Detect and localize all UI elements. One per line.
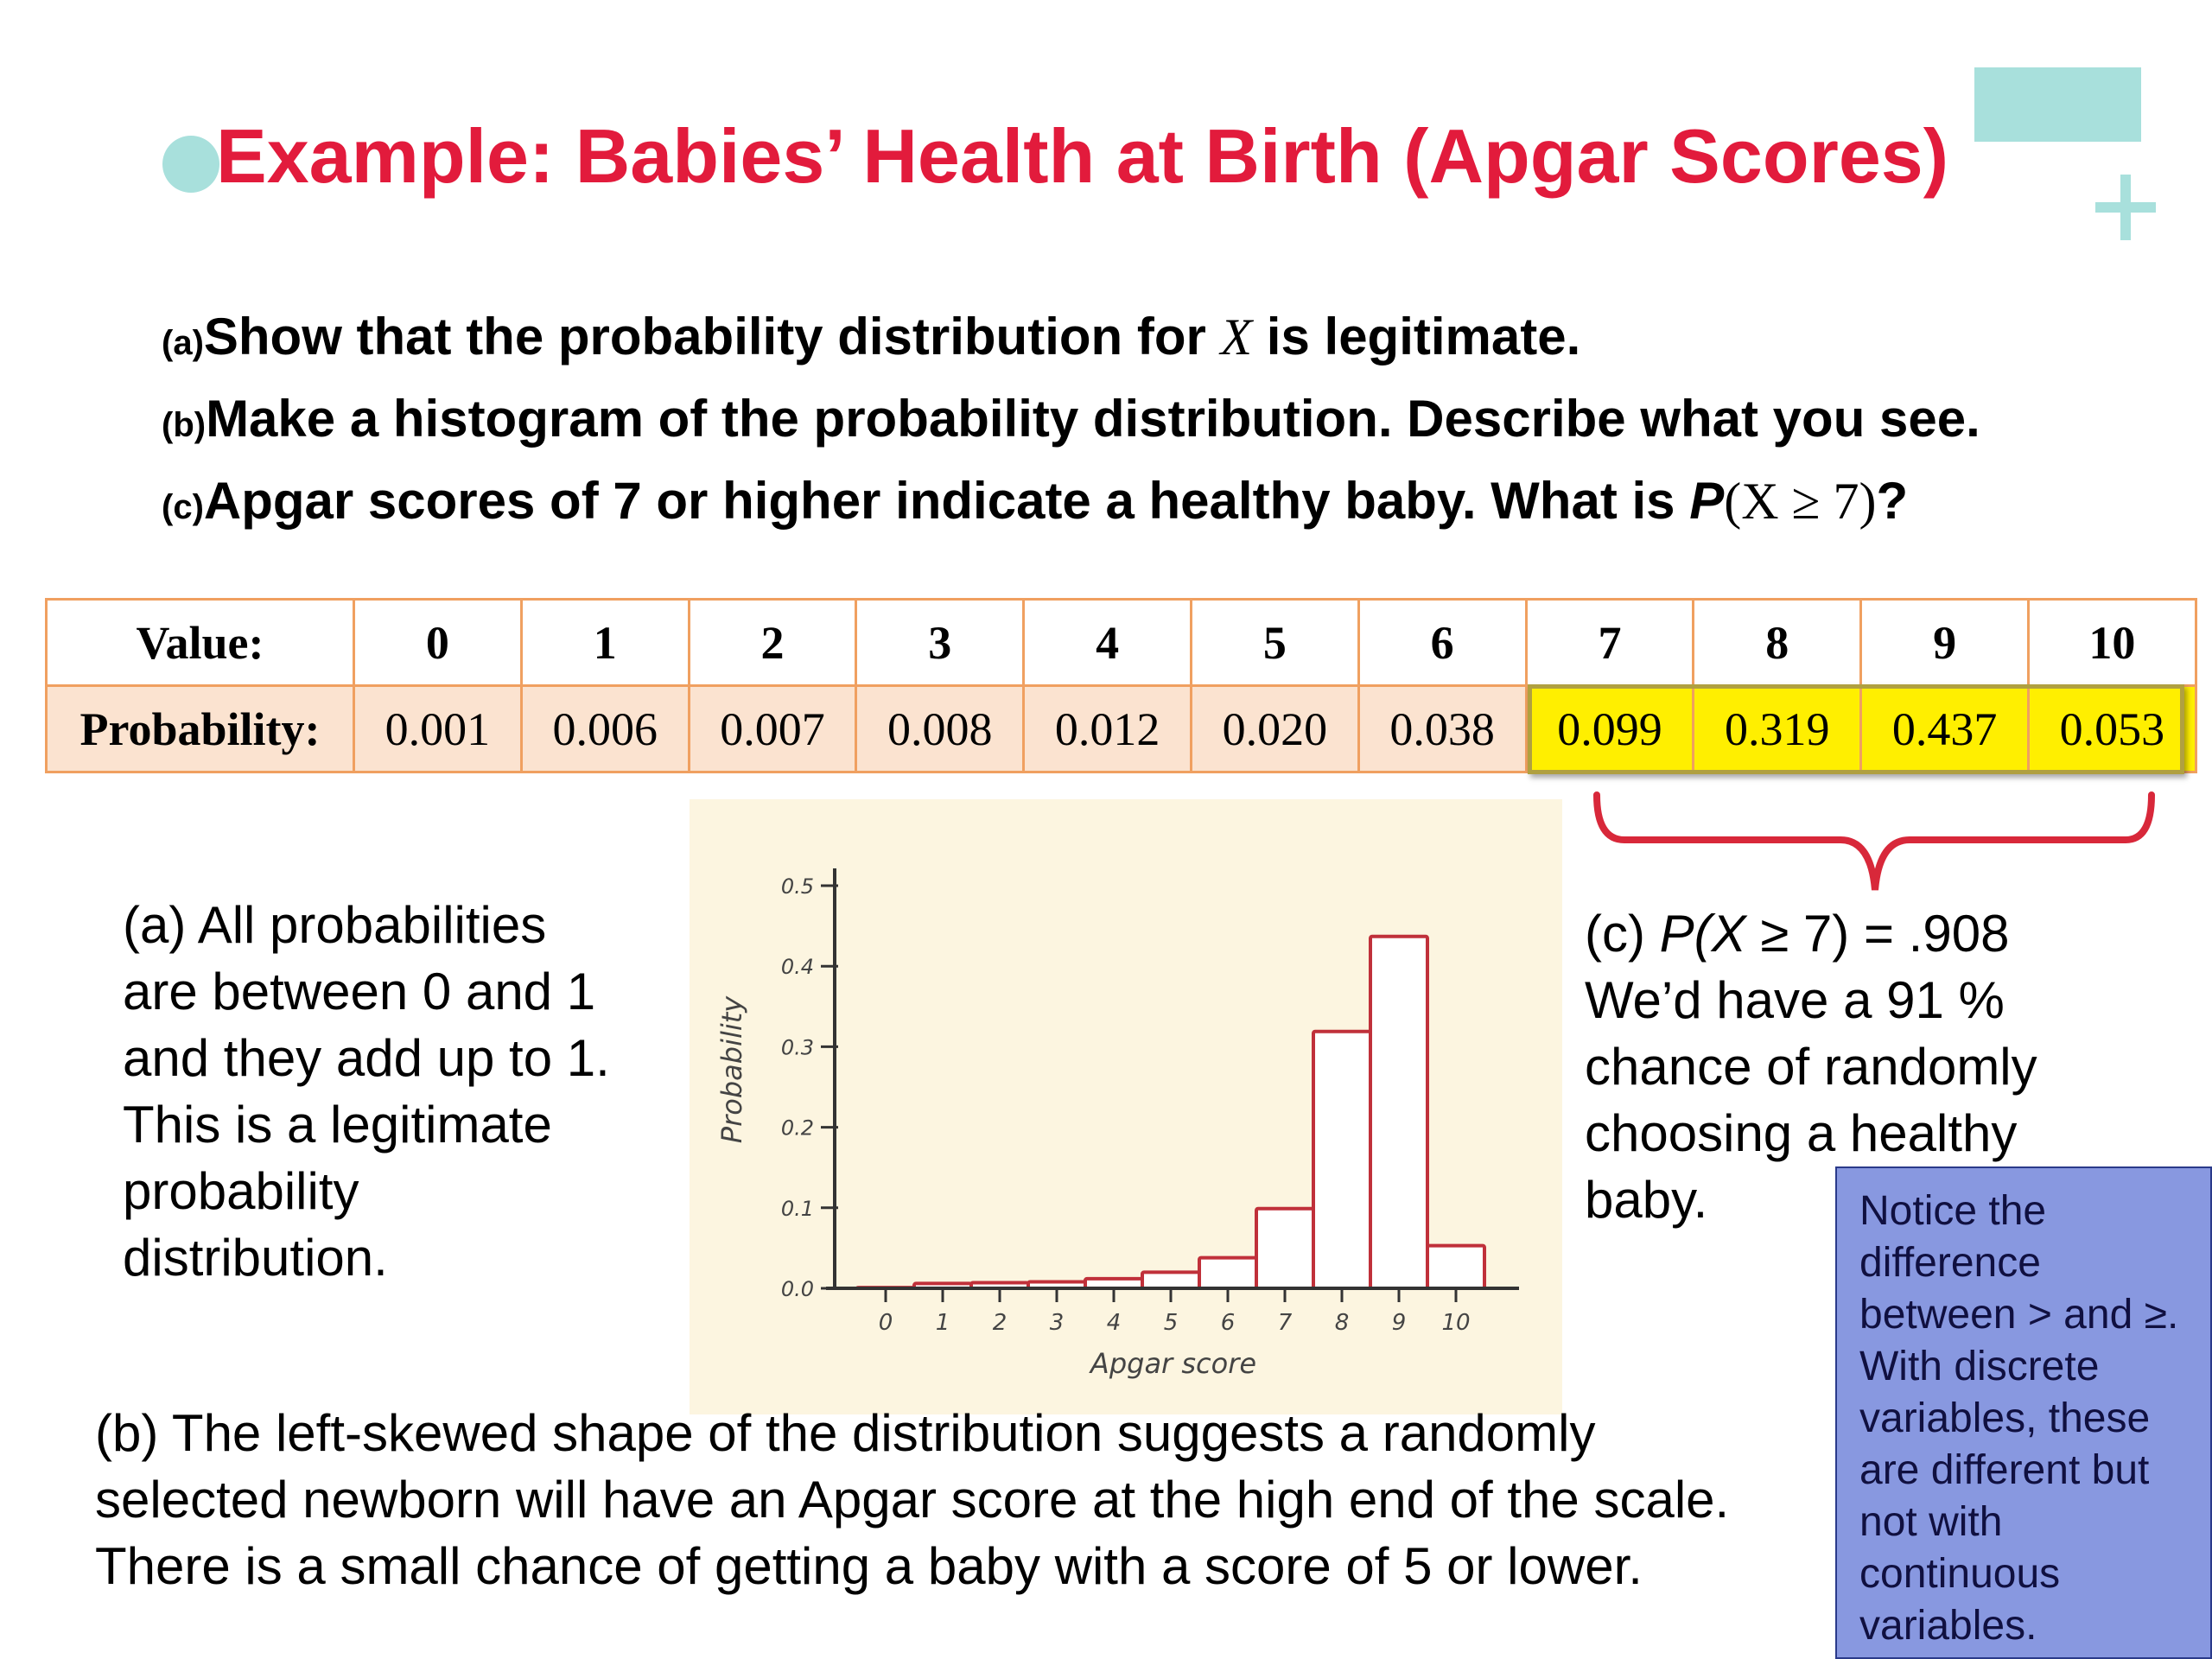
- y-tick-label: 0.0: [780, 1277, 814, 1301]
- x-tick-label: 10: [1441, 1310, 1471, 1336]
- y-tick-label: 0.1: [780, 1196, 814, 1221]
- value-cell: 3: [856, 600, 1024, 686]
- probability-cell-highlighted: 0.437: [1861, 686, 2029, 772]
- histogram-bar: [1142, 1272, 1199, 1288]
- histogram-chart: [690, 799, 1562, 1414]
- x-tick-label: 6: [1220, 1310, 1236, 1336]
- probability-cell: 0.008: [856, 686, 1024, 772]
- y-tick-label: 0.5: [780, 874, 814, 899]
- probability-cell: 0.012: [1024, 686, 1192, 772]
- probability-cell-highlighted: 0.319: [1694, 686, 1861, 772]
- probability-cell: 0.020: [1191, 686, 1358, 772]
- probability-label: Probability:: [47, 686, 354, 772]
- value-cell: 10: [2028, 600, 2196, 686]
- value-cell: 2: [689, 600, 856, 686]
- note-box: Notice the difference between > and ≥. With discrete variables, these are different but not with continuous variables.: [1835, 1166, 2212, 1659]
- x-tick-label: 7: [1277, 1310, 1293, 1336]
- value-cell: 8: [1694, 600, 1861, 686]
- probability-cell: 0.038: [1358, 686, 1526, 772]
- y-axis-label: Probability: [715, 995, 748, 1144]
- value-cell: 4: [1024, 600, 1192, 686]
- answer-a: (a) All probabilities are between 0 and 1 and they add up to 1. This is a legitimate probability distribution.: [123, 896, 610, 1287]
- x-tick-label: 9: [1391, 1310, 1407, 1336]
- histogram-bar: [1199, 1258, 1256, 1288]
- histogram-bar: [1427, 1246, 1484, 1288]
- question-b: (b)Make a histogram of the probability distribution. Describe what you see.: [162, 390, 1980, 448]
- decorative-rectangle: [1974, 67, 2141, 142]
- y-tick-label: 0.2: [780, 1116, 814, 1141]
- histogram-panel: [690, 799, 1562, 1414]
- value-cell: 7: [1526, 600, 1694, 686]
- x-tick-label: 3: [1049, 1310, 1065, 1336]
- probability-row: [47, 686, 2196, 772]
- probability-cell: 0.001: [354, 686, 522, 772]
- probability-cell: 0.006: [521, 686, 689, 772]
- value-cell: 1: [521, 600, 689, 686]
- slide-title: Example: Babies’ Health at Birth (Apgar Scores): [216, 113, 1949, 199]
- question-b-tag: (b): [162, 406, 207, 444]
- probability-cell-highlighted: 0.099: [1526, 686, 1694, 772]
- value-row: [47, 600, 2196, 686]
- x-tick-label: 0: [878, 1310, 893, 1336]
- x-tick-label: 5: [1163, 1310, 1179, 1336]
- histogram-bar: [1370, 937, 1427, 1288]
- y-tick-label: 0.3: [780, 1035, 814, 1060]
- x-tick-label: 2: [992, 1310, 1007, 1336]
- x-tick-label: 1: [935, 1310, 950, 1336]
- value-label: Value:: [47, 600, 354, 686]
- x-axis-label: Apgar score: [1090, 1347, 1257, 1380]
- probability-cell: 0.007: [689, 686, 856, 772]
- curly-bracket-icon: [1590, 788, 2160, 896]
- probability-table: [45, 598, 2197, 773]
- answer-c: (c) P(X ≥ 7) = .908 We’d have a 91 % chance of randomly choosing a healthy baby.: [1585, 905, 2037, 1229]
- answer-b: (b) The left-skewed shape of the distribution suggests a randomly selected newborn will have an Apgar score at the high end of the scale. There is a small chance of getting a baby with a score of 5 or lower.: [95, 1404, 1730, 1595]
- plus-decoration-icon: [2095, 164, 2156, 251]
- x-tick-label: 8: [1334, 1310, 1350, 1336]
- probability-cell-highlighted: 0.053: [2028, 686, 2196, 772]
- value-cell: 0: [354, 600, 522, 686]
- question-a: (a)Show that the probability distribution for X is legitimate.: [162, 308, 1581, 365]
- y-tick-label: 0.4: [780, 955, 814, 980]
- x-tick-label: 4: [1106, 1310, 1122, 1336]
- question-c-tag: (c): [162, 488, 204, 526]
- histogram-bar: [1256, 1209, 1313, 1288]
- question-a-tag: (a): [162, 324, 204, 362]
- value-cell: 6: [1358, 600, 1526, 686]
- value-cell: 5: [1191, 600, 1358, 686]
- question-c: (c)Apgar scores of 7 or higher indicate a healthy baby. What is P(X ≥ 7)?: [162, 472, 1909, 530]
- value-cell: 9: [1861, 600, 2029, 686]
- variable-x: X: [1220, 308, 1253, 365]
- histogram-bar: [1313, 1032, 1370, 1288]
- title-bullet: [162, 136, 219, 193]
